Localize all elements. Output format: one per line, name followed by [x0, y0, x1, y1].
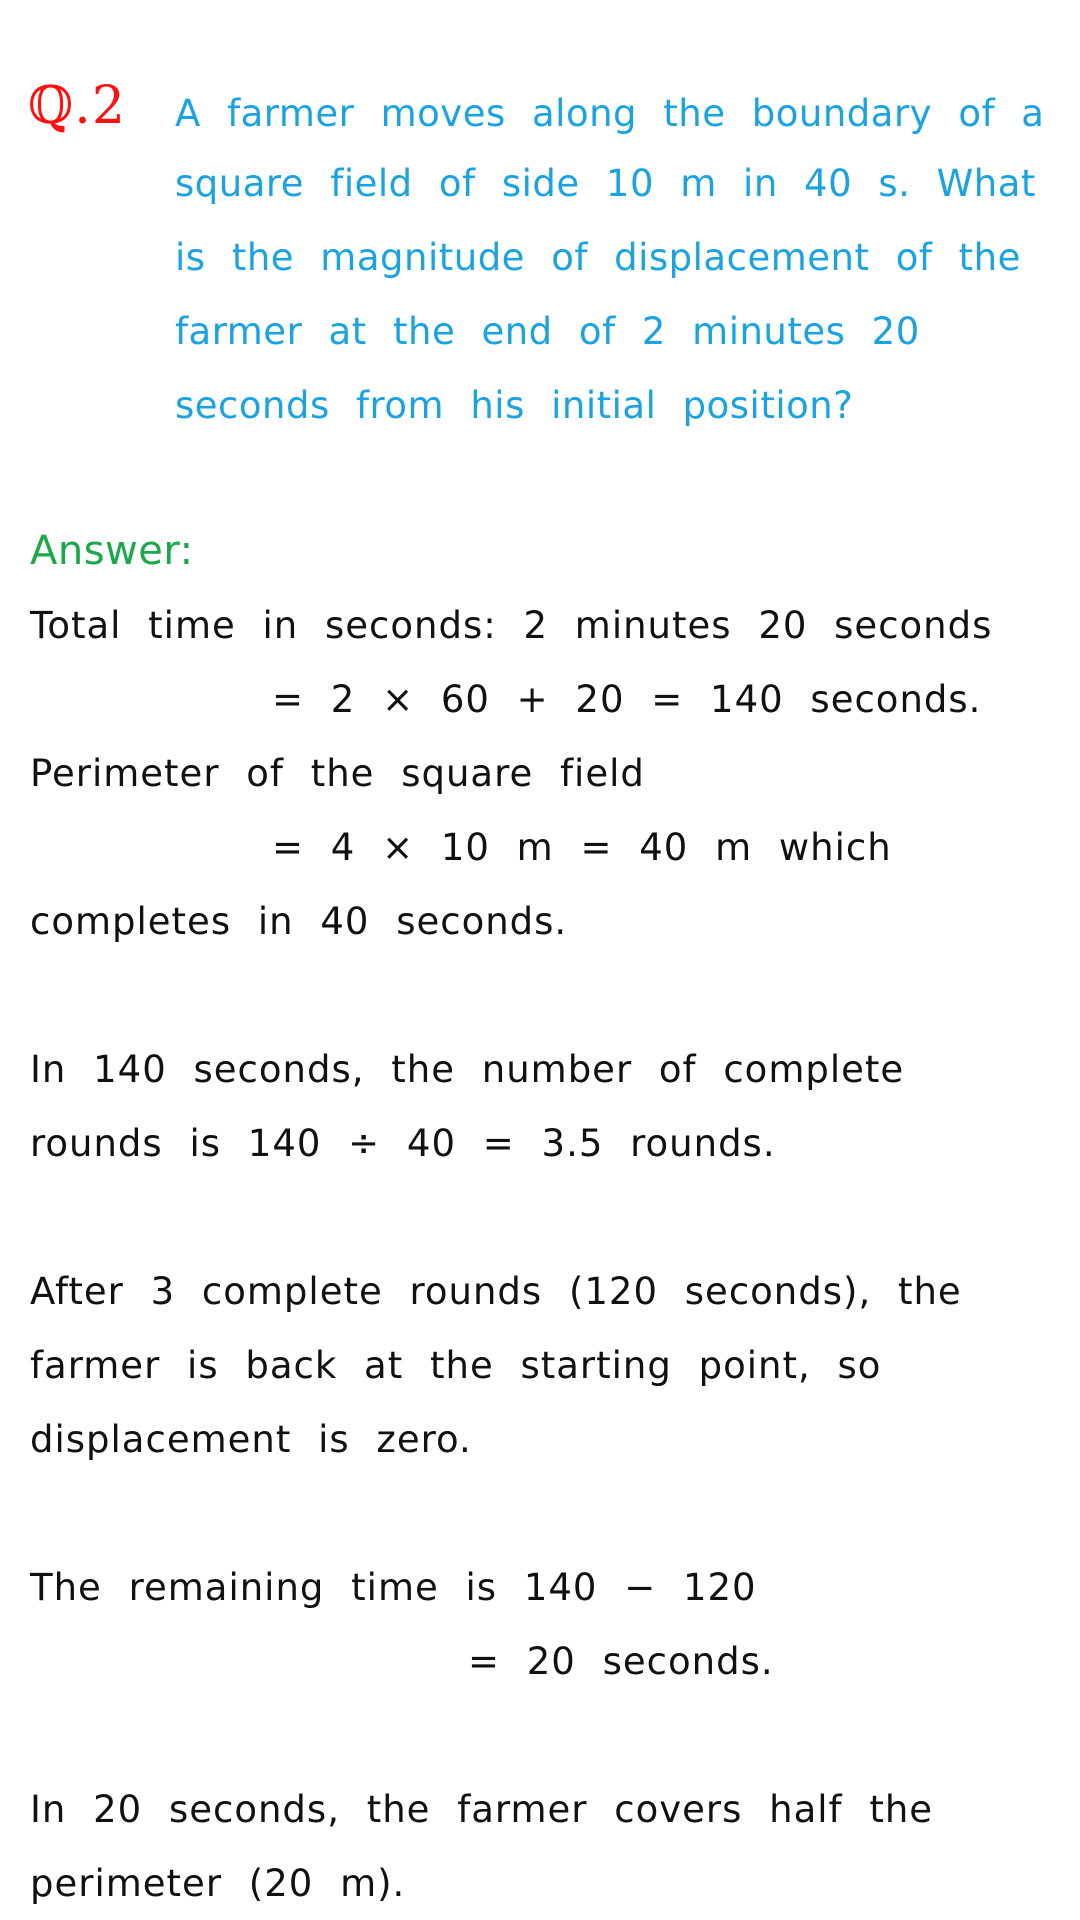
answer-line: completes in 40 seconds.: [30, 900, 568, 943]
question-number: ℚ.2: [28, 76, 126, 136]
answer-line: perimeter (20 m).: [30, 1862, 406, 1905]
question-line: seconds from his initial position?: [175, 384, 854, 427]
answer-line: In 140 seconds, the number of complete: [30, 1048, 905, 1091]
answer-line: rounds is 140 ÷ 40 = 3.5 rounds.: [30, 1122, 776, 1165]
answer-line: Perimeter of the square field: [30, 752, 645, 795]
question-line: square field of side 10 m in 40 s. What: [175, 162, 1036, 205]
answer-line: The remaining time is 140 − 120: [30, 1566, 757, 1609]
answer-label: Answer:: [30, 528, 194, 574]
answer-line: In 20 seconds, the farmer covers half the: [30, 1788, 934, 1831]
answer-line: After 3 complete rounds (120 seconds), the: [30, 1270, 962, 1313]
question-line: farmer at the end of 2 minutes 20: [175, 310, 920, 353]
answer-line: = 4 × 10 m = 40 m which: [272, 826, 892, 869]
answer-line: displacement is zero.: [30, 1418, 472, 1461]
answer-line: Total time in seconds: 2 minutes 20 seconds: [30, 604, 993, 647]
answer-line: = 2 × 60 + 20 = 140 seconds.: [272, 678, 982, 721]
question-line: is the magnitude of displacement of the: [175, 236, 1021, 279]
answer-line: = 20 seconds.: [468, 1640, 774, 1683]
answer-line: farmer is back at the starting point, so: [30, 1344, 882, 1387]
question-line: A farmer moves along the boundary of a: [175, 92, 1045, 135]
